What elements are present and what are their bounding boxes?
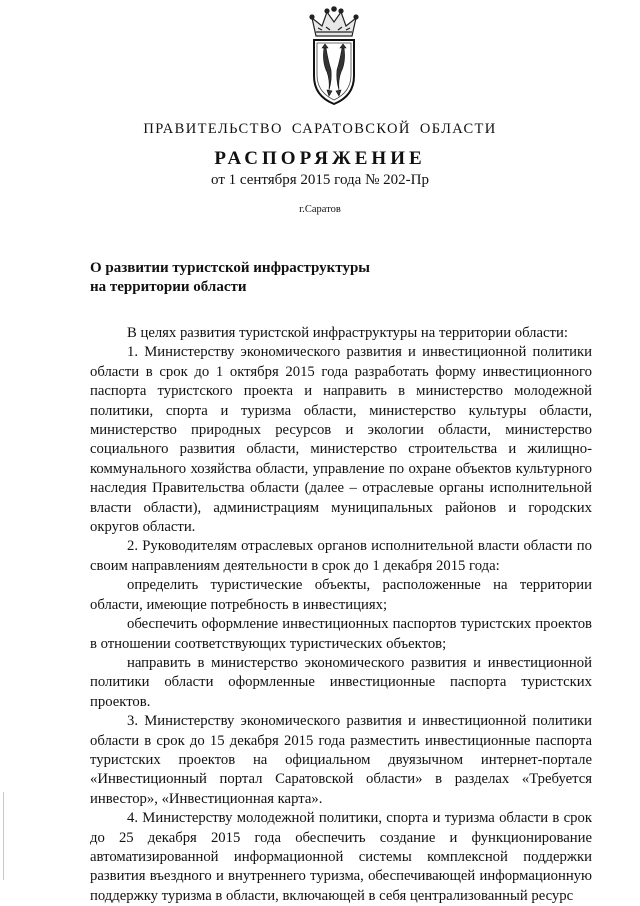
document-subject <box>90 259 370 297</box>
document-date-number: от 1 сентября 2015 года № 202-Пр <box>211 172 429 188</box>
government-name: ПРАВИТЕЛЬСТВО САРАТОВСКОЙ ОБЛАСТИ <box>143 121 497 137</box>
body-paragraph-2-item-1: определить туристические объекты, расположенные на территории области, имеющие потребность в инвестициях; <box>90 577 592 613</box>
body-paragraph-preamble: В целях развития туристской инфраструктуры на территории области: <box>127 325 568 341</box>
subject-line-1: О развитии туристской инфраструктуры <box>90 260 371 276</box>
document-body <box>90 324 592 906</box>
subject-line-2: на территории области <box>90 279 247 295</box>
body-paragraph-2-item-2: обеспечить оформление инвестиционных паспортов туристских проектов в отношении соответствующих туристических объектов; <box>90 616 592 652</box>
city-name: г.Саратов <box>299 204 341 215</box>
scan-edge-mark <box>3 792 4 880</box>
document-type-title: РАСПОРЯЖЕНИЕ <box>214 148 426 169</box>
saratov-coat-of-arms-icon <box>302 6 366 106</box>
body-paragraph-3: 3. Министерству экономического развития и инвестиционной политики области в срок до 15 декабря 2015 года разместить инвестиционные паспорта туристских проектов на официальном двуязычном интернет-портале «Инвестиционный портал Саратовской области» в разделах «Требуется инвестор», «Инвестиционная карта». <box>90 713 592 807</box>
body-paragraph-1: 1. Министерству экономического развития и инвестиционной политики области в срок до 1 октября 2015 года разработать форму инвестиционного паспорта туристского проекта и направить в министерство молодежной политики, спорта и туризма области, министерство культуры области, министерство природных ресурсов и экологии области, министерство социального развития области, министерство строительства и жилищно-коммунального хозяйства области, управление по охране объектов культурного наследия Правительства области (далее – отраслевые органы исполнительной власти области), администрациям муниципальных районов и городских округов области. <box>90 344 592 536</box>
body-paragraph-2-item-3: направить в министерство экономического развития и инвестиционной политики области оформленные инвестиционные паспорта туристских проектов. <box>90 654 592 710</box>
body-paragraph-4: 4. Министерству молодежной политики, спорта и туризма области в срок до 25 декабря 2015 года обеспечить создание и функционирование автоматизированной информационной системы комплексной поддержки развития въездного и внутреннего туризма, обеспечивающей информационную поддержку туризма в области, включающей в себя централизованный ресурс <box>90 810 592 904</box>
body-paragraph-2: 2. Руководителям отраслевых органов исполнительной власти области по своим направлениям деятельности в срок до 1 декабря 2015 года: <box>90 538 592 574</box>
